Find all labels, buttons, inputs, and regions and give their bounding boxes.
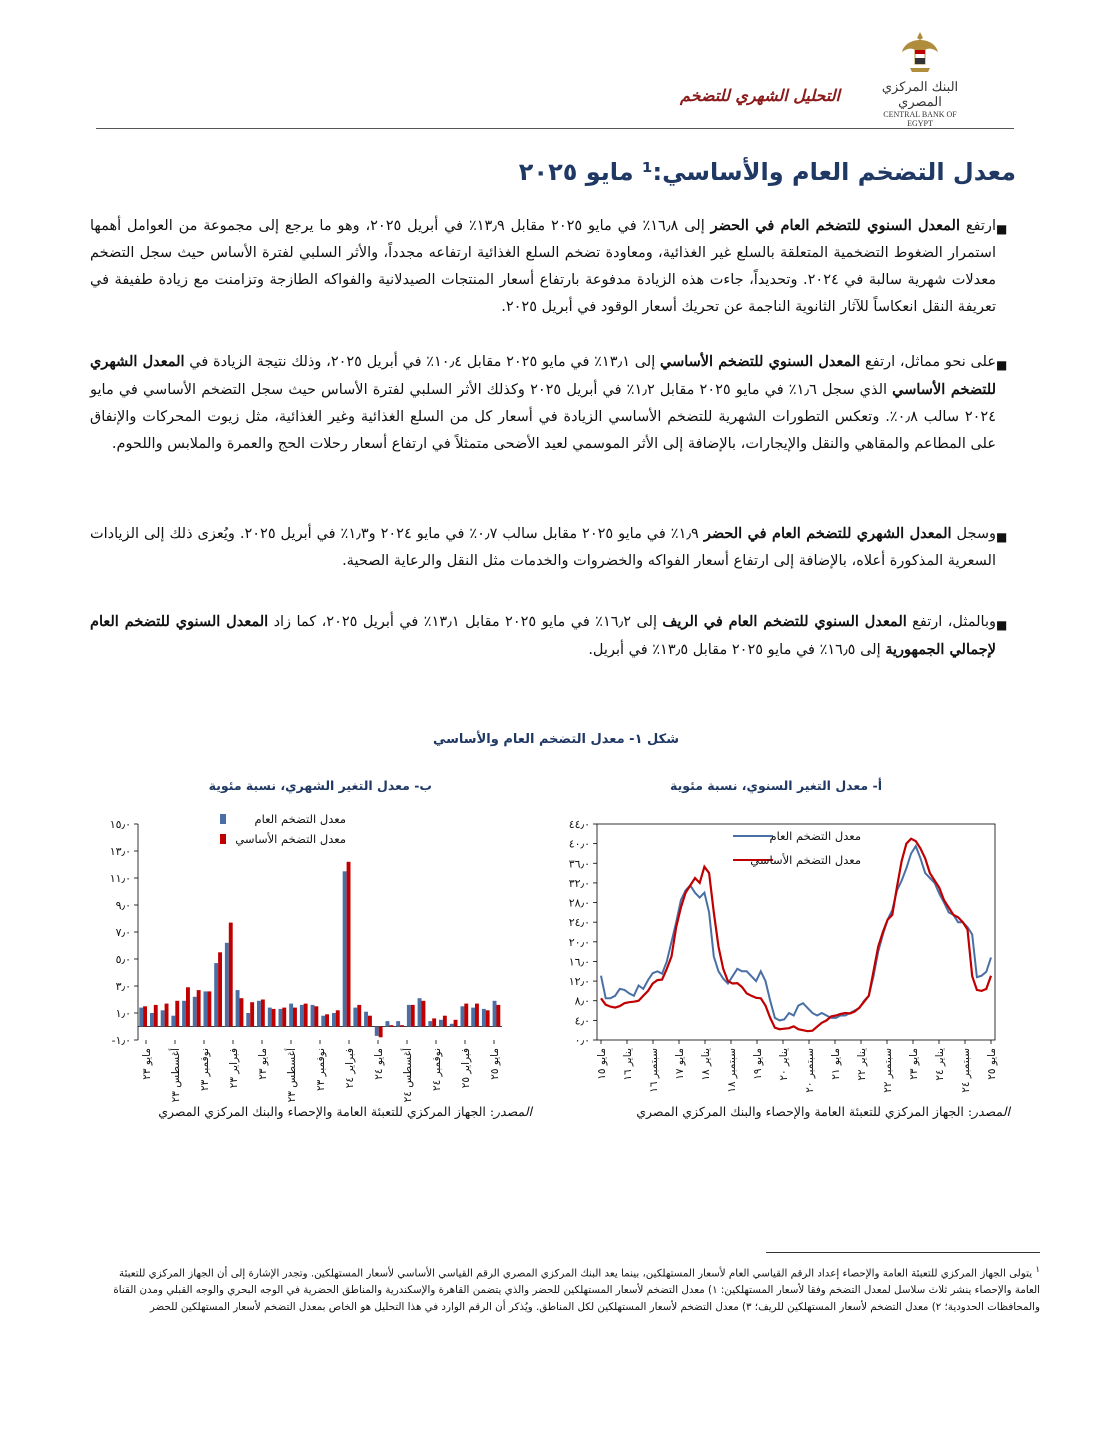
bar-headline — [139, 1008, 143, 1027]
bar-headline — [289, 1004, 293, 1027]
x-tick-label: يناير ٢٢ — [856, 1048, 868, 1081]
legend-label: معدل التضخم الأساسي — [235, 832, 346, 846]
panel-a-title: أ- معدل التغير السنوي، نسبة مئوية — [670, 778, 882, 793]
bar-core — [154, 1005, 158, 1027]
paragraph-bold-text: المعدل الشهري للتضخم العام في الحضر — [703, 525, 952, 542]
eagle-emblem-icon — [900, 30, 940, 74]
panel-b-source — [100, 1104, 532, 1119]
bar-core — [411, 1005, 415, 1027]
series-line-core — [601, 839, 991, 1031]
x-tick-label: مايو ٢٥ — [986, 1048, 998, 1080]
paragraph-text: إلى ١٦٫٢٪ في مايو ٢٠٢٥ مقابل ١٣٫١٪ في أبريل ٢٠٢٥، كما زاد — [268, 614, 663, 630]
bar-core — [143, 1006, 147, 1026]
annual-inflation-chart — [555, 808, 1015, 1108]
paragraph-text: إلى ١٣٫١٪ في مايو ٢٠٢٥ مقابل ١٠٫٤٪ في أبريل ٢٠٢٥، وذلك نتيجة الزيادة في — [184, 354, 660, 370]
bar-core — [336, 1010, 340, 1026]
bar-core — [207, 991, 211, 1026]
bar-core — [443, 1016, 447, 1027]
paragraph-urban-annual-headline — [90, 212, 996, 321]
x-tick-label: سبتمبر ٢٠ — [804, 1048, 816, 1093]
x-tick-label: مايو ٢١ — [830, 1048, 842, 1080]
bar-headline — [386, 1021, 390, 1026]
bar-headline — [279, 1009, 283, 1027]
bar-core — [272, 1009, 276, 1027]
x-tick-label: يناير ١٨ — [700, 1048, 712, 1081]
x-tick-label: أغسطس ٢٣ — [170, 1048, 182, 1103]
x-tick-label: يناير ٢٤ — [934, 1048, 946, 1081]
bar-headline — [364, 1012, 368, 1027]
paragraph-bold-text: المعدل السنوي للتضخم العام لإجمالي الجمهورية — [90, 613, 996, 658]
bar-headline — [407, 1005, 411, 1027]
paragraph-text: إلى ١٦٫٥٪ في مايو ٢٠٢٥ مقابل ١٣٫٥٪ في أبريل. — [588, 642, 886, 658]
bar-core — [454, 1020, 458, 1027]
x-tick-label: مايو ٢٥ — [489, 1048, 501, 1080]
bar-core — [197, 990, 201, 1026]
bar-headline — [461, 1006, 465, 1026]
y-tick-label: ١٣٫٠ — [109, 845, 131, 858]
bar-core — [165, 1004, 169, 1027]
source-label: المصدر — [494, 1104, 532, 1119]
y-tick-label: ٣٢٫٠ — [568, 876, 590, 890]
bullet-icon: ■ — [996, 530, 1008, 544]
bar-headline — [161, 1010, 165, 1026]
bar-headline — [204, 991, 208, 1026]
bar-core — [304, 1004, 308, 1027]
bar-core — [325, 1014, 329, 1026]
bar-core — [432, 1018, 436, 1026]
x-tick-label: نوفمبر ٢٣ — [315, 1048, 327, 1092]
x-tick-label: مايو ١٩ — [752, 1048, 764, 1080]
y-tick-label: ٠٫٠ — [574, 1034, 590, 1047]
source-label: المصدر — [972, 1104, 1010, 1119]
paragraph-text: وسجل — [951, 526, 997, 542]
bar-headline — [321, 1016, 325, 1027]
bar-core — [389, 1025, 393, 1026]
x-tick-label: سبتمبر ٢٤ — [960, 1048, 972, 1093]
bar-core — [464, 1004, 468, 1027]
bar-headline — [246, 1013, 250, 1027]
x-tick-label: مايو ١٧ — [674, 1048, 686, 1080]
y-tick-label: ٢٤٫٠ — [568, 916, 590, 930]
bar-core — [379, 1027, 383, 1038]
bar-core — [282, 1008, 286, 1027]
y-tick-label: ٩٫٠ — [115, 899, 131, 912]
bullet-icon: ■ — [996, 358, 1008, 372]
y-tick-label: ٢٠٫٠ — [568, 935, 590, 949]
bar-core — [250, 1002, 254, 1026]
panel-b-title: ب- معدل التغير الشهري، نسبة مئوية — [208, 778, 432, 793]
legend-swatch — [220, 834, 226, 844]
series-line-headline — [601, 846, 991, 1020]
legend-label: معدل التضخم العام — [254, 812, 346, 826]
bar-headline — [193, 997, 197, 1027]
bar-headline — [214, 963, 218, 1026]
footnote-marker: ١ — [1035, 1265, 1040, 1275]
bar-headline — [311, 1005, 315, 1027]
y-tick-label: ٤٤٫٠ — [568, 818, 590, 831]
paragraph-core-inflation — [90, 348, 996, 458]
bar-headline — [150, 1013, 154, 1027]
paragraph-bold-text: المعدل السنوي للتضخم العام في الريف — [662, 613, 907, 630]
bar-core — [186, 987, 190, 1026]
paragraph-text: ارتفع — [960, 218, 996, 234]
footnote-text: يتولى الجهاز المركزي للتعبئة العامة والإحصاء إعداد الرقم القياسي العام لأسعار المستهلكين، بينما يعد البنك المركزي المصري الرقم القياسي الأساسي لأسعار المستهلكين. وتجدر الإشارة إلى أن الجهاز المركزي للتعبئة العامة والإحصاء ينشر ثلاث سلاسل لمعدل التضخم وفقا لأسعار المستهلكين: ١) معدل التضخم لأسعار المستهلكين للحضر والذي يتضمن القاهرة والإسكندرية والمناطق الحضرية في الوجه البحري والوجه القبلي ومدن القناة والمحافظات الحدودية؛ ٢) معدل التضخم لأسعار المستهلكين للريف؛ ٣) معدل التضخم لأسعار المستهلكين لكل المناطق. ويُذكر أن الرقم الوارد في هذا التحليل هو الخاص بمعدل التضخم لأسعار المستهلكين للحضر — [113, 1267, 1040, 1314]
x-tick-label: فبراير ٢٥ — [460, 1048, 472, 1089]
bar-headline — [471, 1008, 475, 1027]
footnote — [96, 1262, 1040, 1316]
paragraph-bold-text: المعدل السنوي للتضخم العام في الحضر — [710, 217, 960, 234]
x-tick-label: أغسطس ٢٣ — [286, 1048, 298, 1103]
logo-arabic-name: البنك المركزي المصري — [881, 80, 959, 110]
bar-core — [496, 1005, 500, 1027]
bar-core — [261, 1000, 265, 1027]
bar-core — [293, 1008, 297, 1027]
monthly-inflation-chart — [92, 808, 512, 1108]
y-tick-label: ٧٫٠ — [115, 926, 131, 939]
bar-headline — [493, 1001, 497, 1027]
bar-headline — [428, 1021, 432, 1026]
x-tick-label: فبراير ٢٤ — [344, 1048, 356, 1089]
legend-label: معدل التضخم الأساسي — [750, 853, 861, 867]
panel-a-source — [560, 1104, 1010, 1119]
bar-headline — [375, 1027, 379, 1036]
x-tick-label: مايو ٢٣ — [257, 1048, 269, 1080]
bar-core — [368, 1016, 372, 1027]
x-tick-label: نوفمبر ٢٣ — [199, 1048, 211, 1092]
x-tick-label: يناير ١٦ — [622, 1048, 634, 1081]
bar-headline — [482, 1009, 486, 1027]
x-tick-label: سبتمبر ٢٢ — [882, 1048, 894, 1093]
paragraph-urban-monthly-headline — [90, 520, 996, 575]
bar-core — [357, 1005, 361, 1027]
x-tick-label: يناير ٢٠ — [778, 1048, 790, 1081]
bullet-icon: ■ — [996, 618, 1008, 632]
y-tick-label: ٤٠٫٠ — [568, 837, 590, 851]
x-tick-label: مايو ٢٣ — [141, 1048, 153, 1080]
source-text: : الجهاز المركزي للتعبئة العامة والإحصاء والبنك المركزي المصري — [158, 1104, 495, 1119]
y-tick-label: ١٢٫٠ — [568, 975, 590, 989]
y-tick-label: ٨٫٠ — [574, 994, 590, 1008]
bar-core — [422, 1001, 426, 1027]
paragraph-text: على نحو مماثل، ارتفع — [860, 354, 996, 370]
legend-swatch — [220, 814, 226, 824]
bar-headline — [268, 1008, 272, 1027]
bar-core — [314, 1006, 318, 1026]
paragraph-text: الذي سجل ١٫٦٪ في مايو ٢٠٢٥ مقابل ١٫٢٪ في أبريل ٢٠٢٥ وكذلك الأثر السلبي لفترة الأساس حيث سجل التضخم الأساسي في مايو ٢٠٢٤ سالب ٠٫٨٪. وتعكس التطورات الشهرية للتضخم الأساسي الزيادة في أسعار كل من السلع الغذائية وغير الغذائية، مثل زيوت المحركات والإنفاق على المطاعم والمقاهي والنقل والإيجارات، بالإضافة إلى الأثر الموسمي لعيد الأضحى متمثلاً في ارتفاع أسعار رحلات الحج والعمرة والملابس واللحوم. — [90, 382, 996, 452]
y-tick-label: ٥٫٠ — [115, 953, 131, 966]
bar-headline — [439, 1020, 443, 1027]
figure-title: شكل ١- معدل التضخم العام والأساسي — [432, 732, 680, 747]
bar-headline — [450, 1024, 454, 1027]
x-tick-label: سبتمبر ١٦ — [648, 1048, 660, 1093]
bar-headline — [257, 1001, 261, 1027]
report-title: التحليل الشهري للتضخم — [679, 86, 840, 105]
bar-headline — [418, 998, 422, 1026]
bar-core — [175, 1001, 179, 1027]
bar-headline — [300, 1005, 304, 1027]
bullet-icon: ■ — [996, 222, 1008, 236]
bar-headline — [182, 1001, 186, 1027]
paragraph-text: ١٫٩٪ في مايو ٢٠٢٥ مقابل سالب ٠٫٧٪ في مايو ٢٠٢٤ و١٫٣٪ في أبريل ٢٠٢٥. ويُعزى ذلك إلى الزيادات السعرية المذكورة أعلاه، بالإضافة إلى ارتفاع أسعار الفواكه والخضروات والخدمات مثل النقل والرعاية الصحية. — [90, 526, 996, 569]
x-tick-label: مايو ١٥ — [596, 1048, 608, 1080]
bar-core — [347, 862, 351, 1027]
x-tick-label: مايو ٢٤ — [373, 1048, 385, 1080]
bar-headline — [236, 990, 240, 1026]
logo-english-name: CENTRAL BANK OF EGYPT — [883, 110, 957, 128]
bar-headline — [343, 871, 347, 1026]
y-tick-label: ٣٫٠ — [115, 980, 131, 993]
bar-core — [400, 1025, 404, 1026]
y-tick-label: ٣٦٫٠ — [568, 857, 590, 871]
paragraph-text: وبالمثل، ارتفع — [906, 614, 997, 630]
bar-headline — [171, 1016, 175, 1027]
paragraph-text: إلى ١٦٫٨٪ في مايو ٢٠٢٥ مقابل ١٣٫٩٪ في أبريل ٢٠٢٥، وهو ما يرجع إلى مجموعة من العوامل أهمها استمرار الضغوط التضخمية المتعلقة بالسلع غير الغذائية، ومعاودة تضخم السلع الغذائية ارتفاعه مجدداً، والأثر السلبي لفترة الأساس حيث سجل التضخم معدلات شهرية سالبة في ٢٠٢٤. وتحديداً، جاءت هذه الزيادة مدفوعة بارتفاع أسعار المنتجات الصيدلانية والفواكه الطازجة وتزامنت مع زيادة طفيفة في تعريفة النقل انعكاساً للآثار الثانوية الناجمة عن تحريك أسعار الوقود في أبريل ٢٠٢٥. — [90, 218, 996, 315]
y-tick-label: ١١٫٠ — [109, 872, 131, 885]
page-title: معدل التضخم العام والأساسي:¹ مايو ٢٠٢٥ — [518, 158, 1016, 186]
bar-headline — [353, 1008, 357, 1027]
bar-core — [218, 952, 222, 1026]
bar-headline — [396, 1021, 400, 1026]
bar-core — [229, 923, 233, 1027]
legend-label: معدل التضخم العام — [769, 829, 861, 843]
paragraph-bold-text: المعدل الشهري للتضخم الأساسي — [90, 353, 996, 398]
y-tick-label: -١٫٠ — [111, 1034, 131, 1047]
source-text: : الجهاز المركزي للتعبئة العامة والإحصاء والبنك المركزي المصري — [636, 1104, 973, 1119]
cbe-logo — [870, 30, 970, 128]
footnote-divider — [766, 1252, 1040, 1253]
bar-headline — [332, 1013, 336, 1027]
y-tick-label: ١٫٠ — [115, 1007, 131, 1020]
x-tick-label: سبتمبر ١٨ — [726, 1048, 738, 1093]
y-tick-label: ٤٫٠ — [574, 1014, 590, 1028]
bar-core — [486, 1010, 490, 1026]
bar-core — [240, 998, 244, 1026]
y-tick-label: ١٥٫٠ — [109, 818, 131, 831]
x-tick-label: نوفمبر ٢٤ — [431, 1048, 443, 1092]
paragraph-bold-text: المعدل السنوي للتضخم الأساسي — [659, 353, 861, 370]
bar-core — [475, 1004, 479, 1027]
x-tick-label: فبراير ٢٣ — [228, 1048, 240, 1089]
y-tick-label: ٢٨٫٠ — [568, 896, 590, 910]
x-tick-label: أغسطس ٢٤ — [402, 1048, 414, 1103]
x-tick-label: مايو ٢٣ — [908, 1048, 920, 1080]
y-tick-label: ١٦٫٠ — [568, 955, 590, 969]
paragraph-rural-and-national — [90, 608, 996, 664]
bar-headline — [225, 943, 229, 1027]
header-divider — [96, 128, 1014, 129]
